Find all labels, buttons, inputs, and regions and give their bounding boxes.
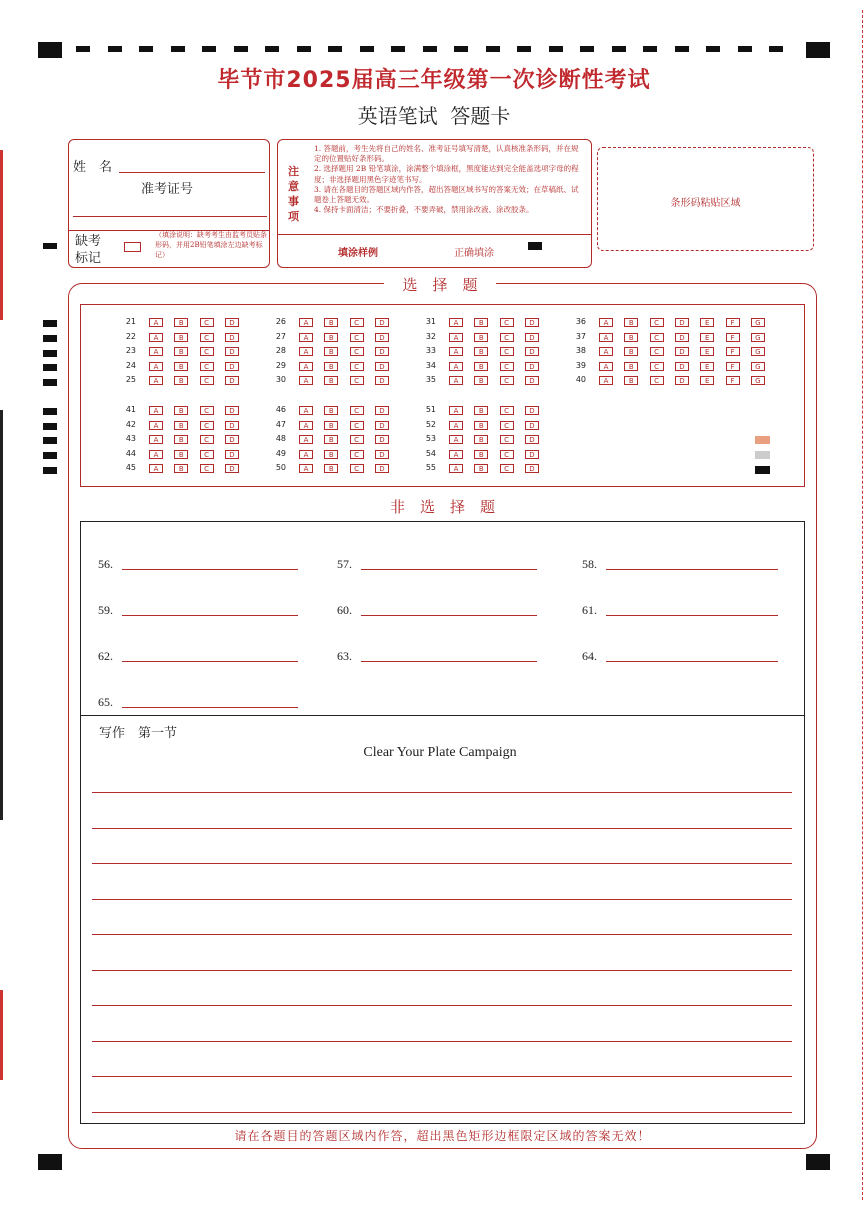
timing-mark xyxy=(139,46,153,52)
color-swatch-gray xyxy=(755,451,770,459)
option-bubble-c[interactable]: C xyxy=(500,347,514,356)
timing-mark xyxy=(43,350,57,357)
correct-label: 正确填涂 xyxy=(454,248,494,259)
option-bubble-c[interactable]: C xyxy=(350,435,364,444)
timing-mark xyxy=(43,437,57,444)
question-number: 42 xyxy=(125,419,136,429)
option-bubble-a[interactable]: A xyxy=(599,318,613,327)
option-bubble-a[interactable]: A xyxy=(449,464,463,473)
fill-number: 62. xyxy=(98,649,113,663)
question-number: 25 xyxy=(125,375,136,384)
corner-mark-top-right xyxy=(806,42,830,58)
timing-mark xyxy=(43,423,57,430)
choice-section-title: 选 择 题 xyxy=(384,274,496,295)
barcode-label: 条形码粘贴区域 xyxy=(670,198,741,209)
option-bubble-a[interactable]: A xyxy=(299,362,313,371)
color-swatch-orange xyxy=(755,436,770,444)
option-bubble-d[interactable]: D xyxy=(225,318,239,327)
id-label: 准考证号 xyxy=(141,182,194,197)
writing-line[interactable] xyxy=(92,1005,792,1006)
option-bubble-a[interactable]: A xyxy=(149,435,163,444)
option-bubble-d[interactable]: D xyxy=(375,450,389,459)
notes-label: 注 意 事 项 xyxy=(288,165,299,223)
timing-mark xyxy=(486,46,500,52)
timing-mark xyxy=(769,46,783,52)
option-bubble-b[interactable]: B xyxy=(474,347,488,356)
fill-number: 59. xyxy=(98,603,113,617)
absent-note: （填涂说明：缺考考生由监考员贴条形码，并用2B铅笔填涂左边缺考标记） xyxy=(155,231,267,259)
option-bubble-b[interactable]: B xyxy=(324,333,338,342)
timing-mark xyxy=(328,46,342,52)
timing-mark xyxy=(171,46,185,52)
option-bubble-f[interactable]: F xyxy=(726,347,740,356)
question-number: 35 xyxy=(425,375,436,384)
question-number: 47 xyxy=(275,419,286,429)
sample-label: 填涂样例 xyxy=(338,248,378,259)
option-bubble-b[interactable]: B xyxy=(624,318,638,327)
option-bubble-c[interactable]: C xyxy=(200,347,214,356)
writing-line[interactable] xyxy=(92,970,792,971)
option-bubble-a[interactable]: A xyxy=(599,362,613,371)
option-bubble-d[interactable]: D xyxy=(375,464,389,473)
fill-number: 57. xyxy=(337,557,352,571)
option-bubble-b[interactable]: B xyxy=(174,333,188,342)
nonchoice-box xyxy=(80,521,805,1124)
option-bubble-d[interactable]: D xyxy=(375,347,389,356)
question-number: 55 xyxy=(425,463,436,472)
option-bubble-c[interactable]: C xyxy=(500,376,514,385)
option-bubble-b[interactable]: B xyxy=(324,376,338,385)
option-bubble-c[interactable]: C xyxy=(500,406,514,415)
timing-mark xyxy=(391,46,405,52)
fill-answer-line[interactable] xyxy=(361,569,537,570)
absent-mark-box[interactable] xyxy=(124,242,141,252)
note-item: 3. 请在各题目的答题区域内作答，超出答题区域书写的答案无效；在草稿纸、试题卷上答题无效。 xyxy=(314,184,579,205)
option-bubble-e[interactable]: E xyxy=(700,333,714,342)
option-bubble-a[interactable]: A xyxy=(599,347,613,356)
timing-mark xyxy=(43,320,57,327)
option-bubble-a[interactable]: A xyxy=(599,333,613,342)
option-bubble-c[interactable]: C xyxy=(200,376,214,385)
option-bubble-c[interactable]: C xyxy=(200,464,214,473)
option-bubble-b[interactable]: B xyxy=(324,347,338,356)
page-title: 毕节市2025届高三年级第一次诊断性考试 xyxy=(217,68,651,93)
question-number: 38 xyxy=(575,346,586,355)
option-bubble-b[interactable]: B xyxy=(624,362,638,371)
option-bubble-a[interactable]: A xyxy=(149,362,163,371)
option-bubble-a[interactable]: A xyxy=(299,406,313,415)
filled-sample xyxy=(528,242,542,250)
option-bubble-d[interactable]: D xyxy=(225,421,239,430)
option-bubble-b[interactable]: B xyxy=(624,347,638,356)
timing-mark xyxy=(454,46,468,52)
edge-mark xyxy=(862,10,864,1200)
question-number: 33 xyxy=(425,346,436,355)
option-bubble-d[interactable]: D xyxy=(525,450,539,459)
question-number: 24 xyxy=(125,360,136,370)
timing-mark xyxy=(108,46,122,52)
timing-mark xyxy=(202,46,216,52)
option-bubble-e[interactable]: E xyxy=(700,362,714,371)
option-bubble-a[interactable]: A xyxy=(449,421,463,430)
option-bubble-b[interactable]: B xyxy=(174,450,188,459)
question-number: 52 xyxy=(425,419,436,429)
option-bubble-d[interactable]: D xyxy=(375,376,389,385)
option-bubble-c[interactable]: C xyxy=(500,435,514,444)
footer-warning: 请在各题目的答题区域内作答，超出黑色矩形边框限定区域的答案无效！ xyxy=(234,1129,651,1143)
question-number: 31 xyxy=(425,317,436,326)
timing-mark xyxy=(360,46,374,52)
option-bubble-d[interactable]: D xyxy=(675,376,689,385)
edge-mark xyxy=(0,990,3,1080)
option-bubble-d[interactable]: D xyxy=(525,421,539,430)
writing-line[interactable] xyxy=(92,863,792,864)
question-number: 36 xyxy=(575,317,586,326)
fill-number: 63. xyxy=(337,649,352,663)
fill-answer-line[interactable] xyxy=(122,569,298,570)
option-bubble-f[interactable]: F xyxy=(726,362,740,371)
option-bubble-b[interactable]: B xyxy=(474,333,488,342)
option-bubble-d[interactable]: D xyxy=(375,333,389,342)
notes-box xyxy=(277,139,592,268)
option-bubble-f[interactable]: F xyxy=(726,333,740,342)
option-bubble-a[interactable]: A xyxy=(299,318,313,327)
timing-mark xyxy=(738,46,752,52)
note-item: 4. 保持卡面清洁；不要折叠，不要弄破，禁用涂改液、涂改胶条。 xyxy=(314,205,534,215)
fill-number: 64. xyxy=(582,649,597,663)
timing-mark xyxy=(43,364,57,371)
option-bubble-c[interactable]: C xyxy=(350,318,364,327)
option-bubble-b[interactable]: B xyxy=(624,333,638,342)
question-number: 29 xyxy=(275,360,286,370)
timing-mark xyxy=(76,46,90,52)
option-bubble-g[interactable]: G xyxy=(751,333,765,342)
option-bubble-a[interactable]: A xyxy=(299,464,313,473)
option-bubble-d[interactable]: D xyxy=(525,333,539,342)
timing-mark xyxy=(43,379,57,386)
question-number: 54 xyxy=(425,448,436,458)
option-bubble-b[interactable]: B xyxy=(174,435,188,444)
name-label: 姓 名 xyxy=(73,160,113,175)
option-bubble-d[interactable]: D xyxy=(525,406,539,415)
option-bubble-b[interactable]: B xyxy=(324,406,338,415)
option-bubble-d[interactable]: D xyxy=(225,362,239,371)
option-bubble-b[interactable]: B xyxy=(174,376,188,385)
timing-mark xyxy=(612,46,626,52)
option-bubble-b[interactable]: B xyxy=(624,376,638,385)
option-bubble-e[interactable]: E xyxy=(700,347,714,356)
question-number: 27 xyxy=(275,331,286,341)
notes-list xyxy=(314,144,584,215)
option-bubble-d[interactable]: D xyxy=(675,318,689,327)
option-bubble-a[interactable]: A xyxy=(149,406,163,415)
option-bubble-a[interactable]: A xyxy=(299,347,313,356)
question-number: 30 xyxy=(275,375,286,384)
nonchoice-section-title: 非 选 择 题 xyxy=(389,498,495,516)
option-bubble-c[interactable]: C xyxy=(350,333,364,342)
option-bubble-d[interactable]: D xyxy=(675,362,689,371)
option-bubble-c[interactable]: C xyxy=(650,318,664,327)
question-number: 41 xyxy=(125,405,136,414)
question-number: 28 xyxy=(275,346,286,355)
option-bubble-d[interactable]: D xyxy=(525,464,539,473)
option-bubble-b[interactable]: B xyxy=(474,362,488,371)
option-bubble-c[interactable]: C xyxy=(350,376,364,385)
timing-mark xyxy=(265,46,279,52)
option-bubble-b[interactable]: B xyxy=(324,435,338,444)
writing-line[interactable] xyxy=(92,1076,792,1077)
absent-label: 缺考 xyxy=(75,234,102,249)
question-number: 22 xyxy=(125,331,136,341)
option-bubble-d[interactable]: D xyxy=(225,464,239,473)
question-number: 23 xyxy=(125,346,136,355)
writing-line[interactable] xyxy=(92,792,792,793)
option-bubble-d[interactable]: D xyxy=(675,333,689,342)
option-bubble-b[interactable]: B xyxy=(174,318,188,327)
timing-mark xyxy=(643,46,657,52)
absent-label-2: 标记 xyxy=(75,251,102,266)
choice-box xyxy=(80,304,805,487)
corner-mark-bottom-right xyxy=(806,1154,830,1170)
essay-title: Clear Your Plate Campaign xyxy=(363,745,517,760)
option-bubble-c[interactable]: C xyxy=(500,421,514,430)
option-bubble-d[interactable]: D xyxy=(525,376,539,385)
note-item: 1. 答题前，考生先将自己的姓名、准考证号填写清楚，认真核准条形码，并在规定的位置贴好条形码。 xyxy=(314,144,579,164)
option-bubble-c[interactable]: C xyxy=(500,362,514,371)
option-bubble-a[interactable]: A xyxy=(149,333,163,342)
timing-mark xyxy=(43,452,57,459)
question-number: 48 xyxy=(275,434,286,443)
fill-answer-line[interactable] xyxy=(606,661,778,662)
timing-mark xyxy=(43,408,57,415)
option-bubble-c[interactable]: C xyxy=(200,362,214,371)
writing-line[interactable] xyxy=(92,1041,792,1042)
option-bubble-a[interactable]: A xyxy=(299,333,313,342)
option-bubble-c[interactable]: C xyxy=(200,333,214,342)
option-bubble-b[interactable]: B xyxy=(324,362,338,371)
option-bubble-c[interactable]: C xyxy=(650,347,664,356)
option-bubble-a[interactable]: A xyxy=(149,347,163,356)
option-bubble-c[interactable]: C xyxy=(200,450,214,459)
color-swatch-black xyxy=(755,466,770,474)
note-item: 2. 选择题用 2B 铅笔填涂，涂满整个填涂框，黑度能达到完全能盖选项字母的程度；非选择题用黑色字迹笔书写。 xyxy=(314,164,579,184)
option-bubble-d[interactable]: D xyxy=(225,347,239,356)
option-bubble-b[interactable]: B xyxy=(474,421,488,430)
option-bubble-b[interactable]: B xyxy=(474,406,488,415)
option-bubble-b[interactable]: B xyxy=(174,406,188,415)
option-bubble-a[interactable]: A xyxy=(149,376,163,385)
option-bubble-c[interactable]: C xyxy=(350,406,364,415)
question-number: 21 xyxy=(125,317,136,326)
option-bubble-c[interactable]: C xyxy=(350,464,364,473)
option-bubble-c[interactable]: C xyxy=(200,406,214,415)
edge-mark xyxy=(0,150,3,320)
option-bubble-c[interactable]: C xyxy=(500,333,514,342)
question-number: 26 xyxy=(275,317,286,326)
option-bubble-a[interactable]: A xyxy=(149,421,163,430)
question-number: 37 xyxy=(575,331,586,341)
fill-answer-line[interactable] xyxy=(122,615,298,616)
option-bubble-f[interactable]: F xyxy=(726,318,740,327)
timing-mark xyxy=(517,46,531,52)
option-bubble-d[interactable]: D xyxy=(525,318,539,327)
student-info-box xyxy=(68,139,270,268)
option-bubble-c[interactable]: C xyxy=(500,318,514,327)
option-bubble-d[interactable]: D xyxy=(225,406,239,415)
timing-mark xyxy=(234,46,248,52)
option-bubble-d[interactable]: D xyxy=(225,435,239,444)
question-number: 43 xyxy=(125,434,136,443)
option-bubble-a[interactable]: A xyxy=(149,450,163,459)
barcode-area xyxy=(597,147,814,251)
fill-number: 60. xyxy=(337,603,352,617)
option-bubble-d[interactable]: D xyxy=(375,421,389,430)
absent-timing-mark xyxy=(43,243,57,249)
timing-mark xyxy=(580,46,594,52)
timing-mark xyxy=(297,46,311,52)
option-bubble-d[interactable]: D xyxy=(375,318,389,327)
option-bubble-b[interactable]: B xyxy=(174,362,188,371)
option-bubble-a[interactable]: A xyxy=(449,318,463,327)
timing-mark xyxy=(43,467,57,474)
fill-number: 61. xyxy=(582,603,597,617)
option-bubble-b[interactable]: B xyxy=(174,347,188,356)
option-bubble-d[interactable]: D xyxy=(375,435,389,444)
option-bubble-b[interactable]: B xyxy=(324,421,338,430)
option-bubble-a[interactable]: A xyxy=(449,362,463,371)
option-bubble-d[interactable]: D xyxy=(525,347,539,356)
option-bubble-d[interactable]: D xyxy=(225,333,239,342)
question-number: 34 xyxy=(425,360,436,370)
fill-answer-line[interactable] xyxy=(122,707,298,708)
option-bubble-d[interactable]: D xyxy=(225,376,239,385)
name-field[interactable] xyxy=(119,172,265,173)
option-bubble-d[interactable]: D xyxy=(525,362,539,371)
question-number: 39 xyxy=(575,360,586,370)
option-bubble-a[interactable]: A xyxy=(599,376,613,385)
option-bubble-c[interactable]: C xyxy=(350,347,364,356)
corner-mark-top-left xyxy=(38,42,62,58)
fill-answer-line[interactable] xyxy=(606,615,778,616)
option-bubble-a[interactable]: A xyxy=(449,435,463,444)
question-number: 40 xyxy=(575,375,586,384)
question-number: 44 xyxy=(125,448,136,458)
option-bubble-a[interactable]: A xyxy=(299,376,313,385)
question-number: 46 xyxy=(275,405,286,414)
option-bubble-c[interactable]: C xyxy=(650,333,664,342)
fill-answer-line[interactable] xyxy=(122,661,298,662)
timing-mark xyxy=(706,46,720,52)
timing-mark xyxy=(549,46,563,52)
writing-section-label: 写作 第一节 xyxy=(99,726,178,741)
option-bubble-a[interactable]: A xyxy=(449,450,463,459)
question-number: 49 xyxy=(275,448,286,458)
option-bubble-d[interactable]: D xyxy=(375,362,389,371)
option-bubble-b[interactable]: B xyxy=(474,318,488,327)
option-bubble-a[interactable]: A xyxy=(449,376,463,385)
option-bubble-f[interactable]: F xyxy=(726,376,740,385)
option-bubble-a[interactable]: A xyxy=(299,450,313,459)
option-bubble-b[interactable]: B xyxy=(474,376,488,385)
timing-mark xyxy=(675,46,689,52)
fill-answer-line[interactable] xyxy=(361,661,537,662)
option-bubble-d[interactable]: D xyxy=(525,435,539,444)
question-number: 32 xyxy=(425,331,436,341)
question-number: 50 xyxy=(275,463,286,472)
option-bubble-c[interactable]: C xyxy=(500,464,514,473)
edge-mark xyxy=(0,410,3,820)
writing-line[interactable] xyxy=(92,828,792,829)
option-bubble-a[interactable]: A xyxy=(449,333,463,342)
fill-number: 65. xyxy=(98,695,113,709)
option-bubble-b[interactable]: B xyxy=(324,464,338,473)
question-number: 51 xyxy=(425,405,436,414)
question-number: 53 xyxy=(425,434,436,443)
option-bubble-a[interactable]: A xyxy=(449,406,463,415)
option-bubble-c[interactable]: C xyxy=(200,421,214,430)
option-bubble-b[interactable]: B xyxy=(324,318,338,327)
page-subtitle: 英语笔试 答题卡 xyxy=(357,104,511,128)
fill-answer-line[interactable] xyxy=(361,615,537,616)
question-number: 45 xyxy=(125,463,136,472)
option-bubble-c[interactable]: C xyxy=(350,450,364,459)
fill-answer-line[interactable] xyxy=(606,569,778,570)
timing-mark xyxy=(43,335,57,342)
option-bubble-a[interactable]: A xyxy=(149,318,163,327)
option-bubble-d[interactable]: D xyxy=(675,347,689,356)
option-bubble-c[interactable]: C xyxy=(350,362,364,371)
option-bubble-c[interactable]: C xyxy=(200,435,214,444)
writing-line[interactable] xyxy=(92,1112,792,1113)
option-bubble-c[interactable]: C xyxy=(500,450,514,459)
option-bubble-b[interactable]: B xyxy=(174,421,188,430)
option-bubble-g[interactable]: G xyxy=(751,376,765,385)
option-bubble-a[interactable]: A xyxy=(299,435,313,444)
option-bubble-g[interactable]: G xyxy=(751,362,765,371)
option-bubble-d[interactable]: D xyxy=(375,406,389,415)
option-bubble-g[interactable]: G xyxy=(751,318,765,327)
option-bubble-a[interactable]: A xyxy=(299,421,313,430)
option-bubble-b[interactable]: B xyxy=(474,464,488,473)
option-bubble-c[interactable]: C xyxy=(650,362,664,371)
id-field[interactable] xyxy=(73,216,267,217)
option-bubble-e[interactable]: E xyxy=(700,376,714,385)
fill-number: 56. xyxy=(98,557,113,571)
option-bubble-c[interactable]: C xyxy=(650,376,664,385)
option-bubble-c[interactable]: C xyxy=(350,421,364,430)
option-bubble-c[interactable]: C xyxy=(200,318,214,327)
option-bubble-b[interactable]: B xyxy=(474,450,488,459)
option-bubble-g[interactable]: G xyxy=(751,347,765,356)
option-bubble-b[interactable]: B xyxy=(324,450,338,459)
timing-mark xyxy=(423,46,437,52)
option-bubble-a[interactable]: A xyxy=(149,464,163,473)
option-bubble-a[interactable]: A xyxy=(449,347,463,356)
writing-line[interactable] xyxy=(92,899,792,900)
option-bubble-b[interactable]: B xyxy=(174,464,188,473)
option-bubble-d[interactable]: D xyxy=(225,450,239,459)
writing-line[interactable] xyxy=(92,934,792,935)
fill-number: 58. xyxy=(582,557,597,571)
option-bubble-e[interactable]: E xyxy=(700,318,714,327)
corner-mark-bottom-left xyxy=(38,1154,62,1170)
option-bubble-b[interactable]: B xyxy=(474,435,488,444)
